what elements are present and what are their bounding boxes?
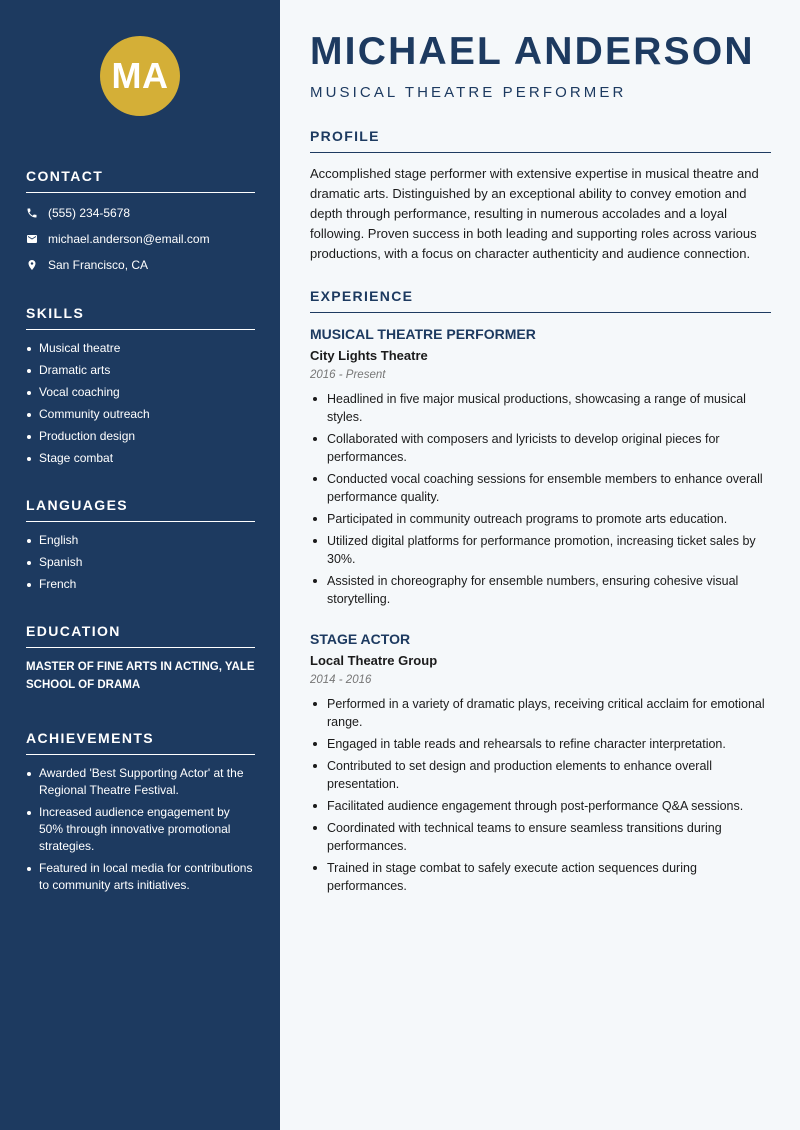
contact-email	[26, 231, 255, 247]
contact-heading: CONTACT	[26, 168, 255, 193]
contact-phone-text: (555) 234-5678	[48, 206, 131, 220]
list-item: Featured in local media for contributions to community arts initiatives.	[26, 860, 255, 894]
skills-heading: SKILLS	[26, 305, 255, 330]
job-title-subtitle: MUSICAL THEATRE PERFORMER	[310, 84, 627, 101]
job-dates: 2014 - 2016	[310, 674, 372, 686]
list-item: Musical theatre	[26, 340, 255, 357]
profile-text: Accomplished stage performer with extensive expertise in musical theatre and dramatic arts. Distinguished by an exceptional ability to convey emotion and depth through performance, resulting in numerous accolades and a loyal following. Proven success in both leading and supporting roles across various productions, with a focus on character authenticity and audience connection.	[310, 166, 759, 261]
job-dates: 2016 - Present	[310, 369, 386, 381]
sidebar	[0, 0, 280, 1130]
list-item: Trained in stage combat to safely execute action sequences during performances.	[310, 859, 771, 895]
job-bullets	[310, 390, 771, 608]
list-item: Engaged in table reads and rehearsals to refine character interpretation.	[310, 735, 771, 753]
list-item: French	[26, 576, 255, 593]
map-pin-icon	[26, 259, 38, 271]
list-item: English	[26, 532, 255, 549]
experience-job-2	[310, 631, 771, 899]
avatar: MA	[100, 36, 180, 116]
list-item: Vocal coaching	[26, 384, 255, 401]
list-item: Dramatic arts	[26, 362, 255, 379]
list-item: Conducted vocal coaching sessions for ensemble members to enhance overall performance quality.	[310, 470, 771, 506]
contact-location	[26, 257, 255, 273]
job-bullets	[310, 695, 771, 895]
list-item: Awarded 'Best Supporting Actor' at the Regional Theatre Festival.	[26, 765, 255, 799]
list-item: Facilitated audience engagement through post-performance Q&A sessions.	[310, 797, 771, 815]
achievements-list	[26, 765, 255, 894]
skills-section	[26, 305, 255, 472]
education-heading: EDUCATION	[26, 623, 255, 648]
profile-heading: PROFILE	[310, 128, 771, 153]
contact-section	[26, 168, 255, 273]
phone-icon	[26, 207, 38, 219]
list-item: Community outreach	[26, 406, 255, 423]
list-item: Participated in community outreach programs to promote arts education.	[310, 510, 771, 528]
contact-email-text[interactable]: michael.anderson@email.com	[48, 232, 210, 246]
page-title: MICHAEL ANDERSON	[310, 30, 755, 73]
list-item: Stage combat	[26, 450, 255, 467]
list-item: Increased audience engagement by 50% through innovative promotional strategies.	[26, 804, 255, 855]
skills-list	[26, 340, 255, 467]
contact-location-text: San Francisco, CA	[48, 258, 149, 272]
list-item: Collaborated with composers and lyricists to develop original pieces for performances.	[310, 430, 771, 466]
experience-heading: EXPERIENCE	[310, 288, 771, 313]
languages-heading: LANGUAGES	[26, 497, 255, 522]
list-item: Assisted in choreography for ensemble numbers, ensuring cohesive visual storytelling.	[310, 572, 771, 608]
list-item: Spanish	[26, 554, 255, 571]
education-section	[26, 623, 255, 694]
list-item: Coordinated with technical teams to ensure seamless transitions during performances.	[310, 819, 771, 855]
list-item: Production design	[26, 428, 255, 445]
contact-phone	[26, 205, 255, 221]
job-title: STAGE ACTOR	[310, 631, 411, 647]
achievements-heading: ACHIEVEMENTS	[26, 730, 255, 755]
envelope-icon	[26, 233, 38, 245]
languages-section	[26, 497, 255, 598]
job-title: MUSICAL THEATRE PERFORMER	[310, 326, 536, 342]
languages-list	[26, 532, 255, 593]
list-item: Headlined in five major musical productions, showcasing a range of musical styles.	[310, 390, 771, 426]
list-item: Performed in a variety of dramatic plays, receiving critical acclaim for emotional range.	[310, 695, 771, 731]
job-company: City Lights Theatre	[310, 348, 428, 363]
list-item: Utilized digital platforms for performance promotion, increasing ticket sales by 30%.	[310, 532, 771, 568]
job-company: Local Theatre Group	[310, 653, 438, 668]
achievements-section	[26, 730, 255, 899]
profile-section	[310, 128, 771, 264]
education-degree: MASTER OF FINE ARTS IN ACTING, YALE SCHOOL OF DRAMA	[26, 661, 255, 691]
experience-section	[310, 288, 771, 313]
list-item: Contributed to set design and production elements to enhance overall presentation.	[310, 757, 771, 793]
experience-job-1	[310, 326, 771, 612]
